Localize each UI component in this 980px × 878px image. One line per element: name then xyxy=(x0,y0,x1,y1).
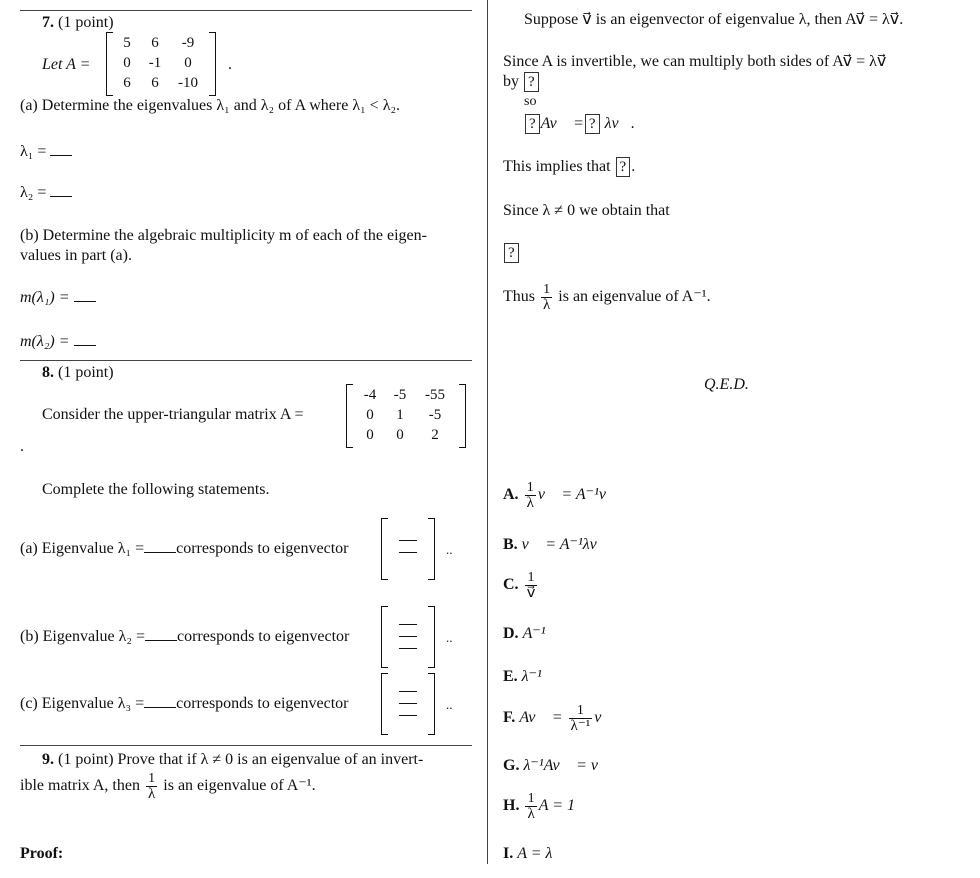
problem8-intro: Consider the upper-triangular matrix A = xyxy=(42,406,304,423)
item-b-text: corresponds to eigenvector xyxy=(176,628,350,645)
matrix-cell: -5 xyxy=(393,387,407,403)
item-c-end: .. xyxy=(446,697,453,712)
proof-since-box-row xyxy=(503,243,520,263)
proof-implies: This implies that ? . xyxy=(503,158,636,175)
problem8-complete: Complete the following statements. xyxy=(42,481,270,498)
eigenvector-entry-input[interactable] xyxy=(399,552,417,553)
eigenvector-entry-input[interactable] xyxy=(399,715,417,716)
dropdown-right-factor[interactable]: ? xyxy=(585,114,600,134)
problem9-line1 xyxy=(42,751,423,769)
problem7-points: (1 point) xyxy=(58,14,114,31)
m2-label: m(λ₂) = xyxy=(20,333,70,350)
dropdown-implies[interactable]: ? xyxy=(616,157,631,177)
item-a-end: .. xyxy=(446,542,453,557)
eigenvector-entry-input[interactable] xyxy=(399,624,417,625)
item-b-label: (b) Eigenvalue λ₂ = xyxy=(20,628,145,645)
matrix-cell: 0 xyxy=(123,55,131,71)
choice-g[interactable]: G. λ⁻¹Av⃗ = v⃗ xyxy=(503,757,611,774)
eigenvector2-box xyxy=(381,606,435,668)
eigenvalue3-input[interactable] xyxy=(144,706,176,708)
problem8-points: (1 point) xyxy=(58,364,114,381)
m2-row xyxy=(20,333,96,351)
one-over-lambda: $\frac{1}{\lambda}$ xyxy=(147,771,156,802)
matrix-cell: 0 xyxy=(396,427,404,443)
column-divider xyxy=(487,0,488,864)
matrix-cell: -4 xyxy=(363,387,377,403)
proof-step2-line1: Since A is invertible, we can multiply both sides of Av⃗ = λv⃗ xyxy=(503,53,887,70)
problem8-item-c xyxy=(20,695,348,713)
matrix-cell: -10 xyxy=(178,75,198,91)
lambda2-answer-input[interactable] xyxy=(50,195,72,197)
problem7-part-b-line1: (b) Determine the algebraic multiplicity m of each of the eigen- xyxy=(20,227,427,244)
proof-so: so xyxy=(524,94,537,109)
matrix-cell: 0 xyxy=(366,427,374,443)
choice-d[interactable]: D. A⁻¹ xyxy=(503,625,546,642)
lambda1-label: λ₁ = xyxy=(20,143,47,160)
dropdown-obtain[interactable]: ? xyxy=(504,243,519,263)
problem7-part-b-line2: values in part (a). xyxy=(20,247,132,264)
problem9-points: (1 point) xyxy=(58,751,114,768)
choice-i[interactable]: I. A = λ xyxy=(503,845,553,862)
qed: Q.E.D. xyxy=(704,376,749,393)
matrix-right-bracket xyxy=(209,32,216,96)
matrix-cell: 6 xyxy=(151,35,159,51)
top-rule-left xyxy=(20,10,472,11)
lambda2-label: λ₂ = xyxy=(20,184,47,201)
m1-label: m(λ₁) = xyxy=(20,289,70,306)
item-c-label: (c) Eigenvalue λ₃ = xyxy=(20,695,145,712)
eigenvalue1-input[interactable] xyxy=(144,551,176,553)
choice-f[interactable]: F. Av⃗ = $\frac{1}{\text{λ⁻¹}}$ v⃗ xyxy=(503,703,614,734)
problem7-number: 7. xyxy=(42,14,54,31)
problem7-matrix-end: . xyxy=(228,56,232,73)
proof-since: Since λ ≠ 0 we obtain that xyxy=(503,202,670,219)
problem8-period: . xyxy=(20,438,24,455)
m1-row xyxy=(20,289,96,307)
matrix-right-bracket xyxy=(459,384,466,448)
matrix-cell: -1 xyxy=(148,55,162,71)
dropdown-left-factor[interactable]: ? xyxy=(525,114,540,134)
problem7-heading xyxy=(42,14,114,32)
problem9-number: 9. xyxy=(42,751,54,768)
item-b-end: .. xyxy=(446,630,453,645)
item-a-label: (a) Eigenvalue λ₁ = xyxy=(20,540,145,557)
eigenvector-entry-input[interactable] xyxy=(399,636,417,637)
eigenvector1-box xyxy=(381,518,435,580)
matrix-cell: 5 xyxy=(123,35,131,51)
matrix-cell: 0 xyxy=(184,55,192,71)
one-over-lambda: $\frac{1}{\lambda}$ xyxy=(543,282,551,313)
problem9-line2: ible matrix A, then $\frac{1}{\lambda}$ is an eigenvalue of A⁻¹. xyxy=(20,771,316,802)
matrix-left-bracket xyxy=(106,32,113,96)
matrix-cell: 0 xyxy=(366,407,374,423)
choice-h[interactable]: H. $\frac{1}{\lambda}$ A = 1 xyxy=(503,791,576,822)
eigenvector3-box xyxy=(381,673,435,735)
matrix-cell: 6 xyxy=(123,75,131,91)
matrix-cell: 6 xyxy=(151,75,159,91)
proof-step1: Suppose v⃗ is an eigenvector of eigenvalue λ, then Av⃗ = λv⃗. xyxy=(524,11,904,28)
matrix-cell: 2 xyxy=(431,427,439,443)
proof-eq-row: ? Av⃗ = ? λv⃗. xyxy=(524,114,635,134)
eigenvalue2-input[interactable] xyxy=(145,639,177,641)
lambda2-row xyxy=(20,184,72,202)
problem8-number: 8. xyxy=(42,364,54,381)
eigenvector-entry-input[interactable] xyxy=(399,703,417,704)
lambda1-row xyxy=(20,143,72,161)
item-c-text: corresponds to eigenvector xyxy=(176,695,349,712)
problem8-item-b xyxy=(20,628,349,646)
problem8-item-a xyxy=(20,540,348,558)
proof-label: Proof: xyxy=(20,845,64,862)
matrix-cell: -5 xyxy=(428,407,442,423)
problem7-part-a: (a) Determine the eigenvalues λ₁ and λ₂ of A where λ₁ < λ₂. xyxy=(20,97,401,114)
choice-a[interactable]: A. $\frac{1}{\lambda}$ v⃗ = A⁻¹v⃗ xyxy=(503,480,619,511)
proof-thus: Thus $\frac{1}{\lambda}$ is an eigenvalue of A⁻¹. xyxy=(503,282,711,313)
proof-step2-line2: by ? xyxy=(503,72,540,92)
choice-c[interactable]: C. $\frac{1}{v⃗}$ xyxy=(503,570,536,601)
problem9-rule xyxy=(20,745,472,746)
eigenvector-entry-input[interactable] xyxy=(399,648,417,649)
item-a-text: corresponds to eigenvector xyxy=(176,540,349,557)
choice-e[interactable]: E. λ⁻¹ xyxy=(503,668,542,685)
problem8-rule xyxy=(20,360,472,361)
problem9-statement: Prove that if λ ≠ 0 is an eigenvalue of an invert- xyxy=(117,751,424,768)
problem7-matrix xyxy=(106,32,216,96)
eigenvector-entry-input[interactable] xyxy=(399,691,417,692)
matrix-cell: -55 xyxy=(425,387,445,403)
choice-b[interactable]: B. v⃗ = A⁻¹λv⃗ xyxy=(503,536,610,553)
dropdown-multiply-by[interactable]: ? xyxy=(524,72,539,92)
problem8-matrix xyxy=(346,384,466,448)
lambda1-answer-input[interactable] xyxy=(50,154,72,156)
eigenvector-entry-input[interactable] xyxy=(399,540,417,541)
matrix-left-bracket xyxy=(346,384,353,448)
m2-answer-input[interactable] xyxy=(74,344,96,346)
problem8-heading xyxy=(42,364,114,382)
problem7-let-label: Let A = xyxy=(42,56,91,73)
matrix-cell: -9 xyxy=(181,35,195,51)
matrix-cell: 1 xyxy=(396,407,404,423)
m1-answer-input[interactable] xyxy=(74,300,96,302)
